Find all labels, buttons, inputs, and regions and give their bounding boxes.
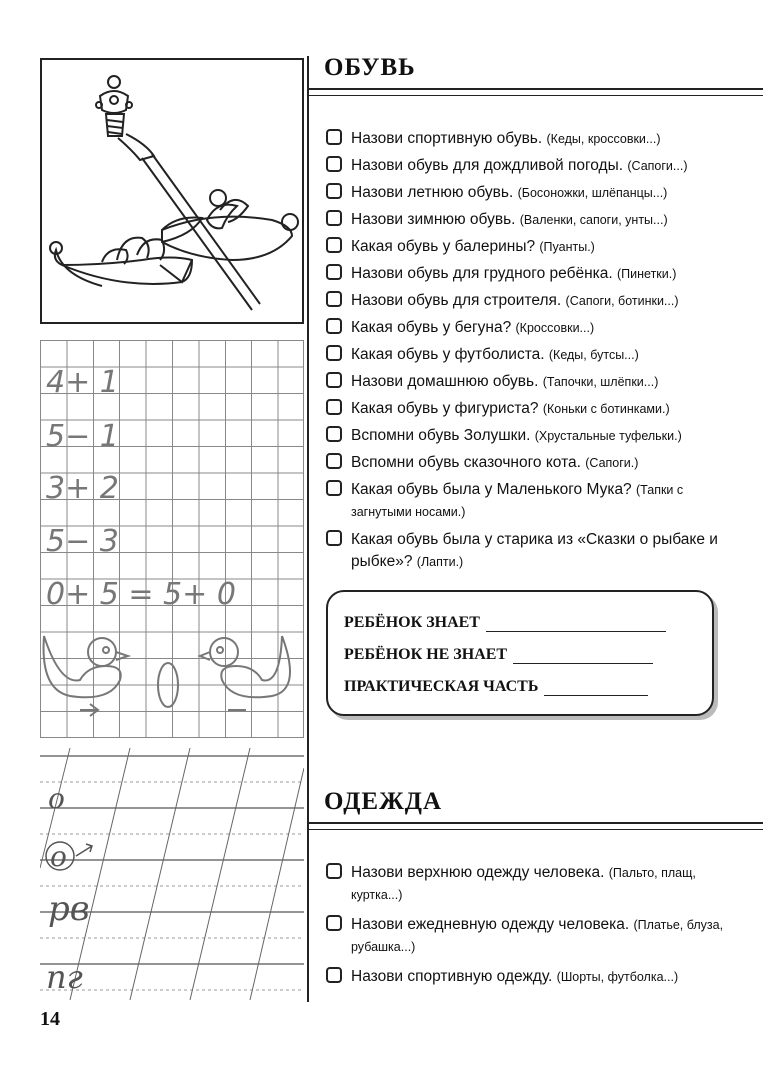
checkbox[interactable] — [326, 210, 342, 226]
question-hint: (Тапочки, шлёпки...) — [542, 375, 659, 389]
coloring-picture-frame — [40, 58, 304, 324]
question-hint: (Сапоги, ботинки...) — [565, 294, 679, 308]
page-number: 14 — [40, 1008, 60, 1030]
checkbox[interactable] — [326, 345, 342, 361]
question-hint: (Кеды, кроссовки...) — [546, 132, 661, 146]
list-item — [326, 290, 726, 317]
question-hint: (Хрустальные туфельки.) — [534, 429, 682, 443]
question-text: Назови зимнюю обувь. — [351, 211, 516, 228]
cursive-sample: о — [50, 840, 67, 873]
column-divider — [307, 56, 309, 1002]
question-text: Вспомни обувь сказочного кота. — [351, 454, 581, 471]
checkbox[interactable] — [326, 480, 342, 496]
checkbox[interactable] — [326, 264, 342, 280]
cursive-sample: рв — [48, 889, 90, 929]
practical-line — [344, 678, 648, 696]
grid-exercise: 3+ 2 — [46, 471, 119, 506]
list-item — [326, 529, 726, 579]
question-text: Назови спортивную обувь. — [351, 130, 543, 147]
list-item — [326, 425, 726, 452]
question-text: Назови домашнюю обувь. — [351, 373, 539, 390]
checkbox[interactable] — [326, 967, 342, 983]
question-text: Назови обувь для дождливой погоды. — [351, 157, 624, 174]
title-rule — [309, 88, 763, 96]
grid-exercise: 4+ 1 — [46, 365, 119, 400]
question-hint: (Шорты, футболка...) — [556, 970, 679, 984]
list-item — [326, 236, 726, 263]
question-hint: (Тапки с загнутыми носами.) — [351, 483, 684, 519]
question-hint: (Лапти.) — [416, 555, 464, 569]
question-hint: (Коньки с ботинками.) — [542, 402, 670, 416]
list-item — [326, 914, 726, 966]
list-item — [326, 479, 726, 529]
grid-exercise: 5− 3 — [46, 524, 119, 559]
ducks-drawing — [44, 636, 290, 716]
shoes-question-list — [326, 128, 726, 579]
knows-label: РЕБЁНОК ЗНАЕТ — [344, 614, 480, 631]
checkbox[interactable] — [326, 318, 342, 334]
checkbox[interactable] — [326, 453, 342, 469]
checkbox[interactable] — [326, 129, 342, 145]
question-hint: (Валенки, сапоги, унты...) — [519, 213, 668, 227]
question-text: Вспомни обувь Золушки. — [351, 427, 531, 444]
question-text: Назови обувь для грудного ребёнка. — [351, 265, 613, 282]
practical-blank[interactable] — [544, 681, 648, 696]
question-text: Назови ежедневную одежду человека. — [351, 916, 630, 933]
section-title-clothes: ОДЕЖДА — [324, 788, 443, 815]
checkbox[interactable] — [326, 183, 342, 199]
question-text: Назови обувь для строителя. — [351, 292, 562, 309]
question-text: Какая обувь была у Маленького Мука? — [351, 481, 632, 498]
checkbox[interactable] — [326, 863, 342, 879]
list-item — [326, 317, 726, 344]
clothes-question-list — [326, 862, 726, 993]
question-text: Назови спортивную одежду. — [351, 968, 553, 985]
checkbox[interactable] — [326, 237, 342, 253]
question-hint: (Платье, блуза, рубашка...) — [351, 918, 724, 954]
question-text: Какая обувь у бегуна? — [351, 319, 512, 336]
title-rule — [309, 822, 763, 830]
list-item — [326, 344, 726, 371]
question-hint: (Кроссовки...) — [515, 321, 595, 335]
knows-line — [344, 614, 666, 632]
checkbox[interactable] — [326, 156, 342, 172]
not-knows-line — [344, 646, 653, 664]
question-hint: (Босоножки, шлёпанцы...) — [517, 186, 668, 200]
list-item — [326, 182, 726, 209]
list-item — [326, 452, 726, 479]
question-text: Назови верхнюю одежду человека. — [351, 864, 605, 881]
checkbox[interactable] — [326, 915, 342, 931]
handwriting-lines — [40, 748, 304, 1000]
not-knows-blank[interactable] — [513, 649, 653, 664]
list-item — [326, 155, 726, 182]
grid-exercise: 0+ 5 = 5+ 0 — [46, 577, 236, 612]
list-item — [326, 209, 726, 236]
list-item — [326, 263, 726, 290]
assessment-box — [326, 590, 714, 716]
list-item — [326, 862, 726, 914]
list-item — [326, 128, 726, 155]
list-item — [326, 966, 726, 993]
question-text: Какая обувь у балерины? — [351, 238, 536, 255]
question-hint: (Сапоги...) — [627, 159, 688, 173]
cursive-sample: пг — [46, 958, 83, 996]
question-hint: (Сапоги.) — [585, 456, 639, 470]
knows-blank[interactable] — [486, 617, 666, 632]
jester-shoes-drawing — [42, 60, 302, 322]
cursive-sample: о — [48, 782, 65, 815]
list-item — [326, 398, 726, 425]
list-item — [326, 371, 726, 398]
not-knows-label: РЕБЁНОК НЕ ЗНАЕТ — [344, 646, 508, 663]
section-title-shoes: ОБУВЬ — [324, 54, 416, 81]
question-text: Какая обувь у фигуриста? — [351, 400, 539, 417]
practical-label: ПРАКТИЧЕСКАЯ ЧАСТЬ — [344, 678, 539, 695]
question-hint: (Пинетки.) — [617, 267, 677, 281]
question-text: Какая обувь у футболиста. — [351, 346, 545, 363]
cursive-practice — [40, 748, 304, 1000]
checkbox[interactable] — [326, 530, 342, 546]
grid-exercise: 5− 1 — [46, 419, 119, 454]
arithmetic-grid — [40, 340, 304, 738]
checkbox[interactable] — [326, 291, 342, 307]
question-text: Назови летнюю обувь. — [351, 184, 514, 201]
question-hint: (Кеды, бутсы...) — [548, 348, 639, 362]
checkbox[interactable] — [326, 372, 342, 388]
question-hint: (Пальто, плащ, куртка...) — [351, 866, 696, 902]
checkbox[interactable] — [326, 426, 342, 442]
grid-handwriting — [40, 340, 304, 738]
question-text: Какая обувь была у старика из «Сказки о рыбаке и рыбке»? — [351, 531, 718, 570]
question-hint: (Пуанты.) — [539, 240, 595, 254]
checkbox[interactable] — [326, 399, 342, 415]
